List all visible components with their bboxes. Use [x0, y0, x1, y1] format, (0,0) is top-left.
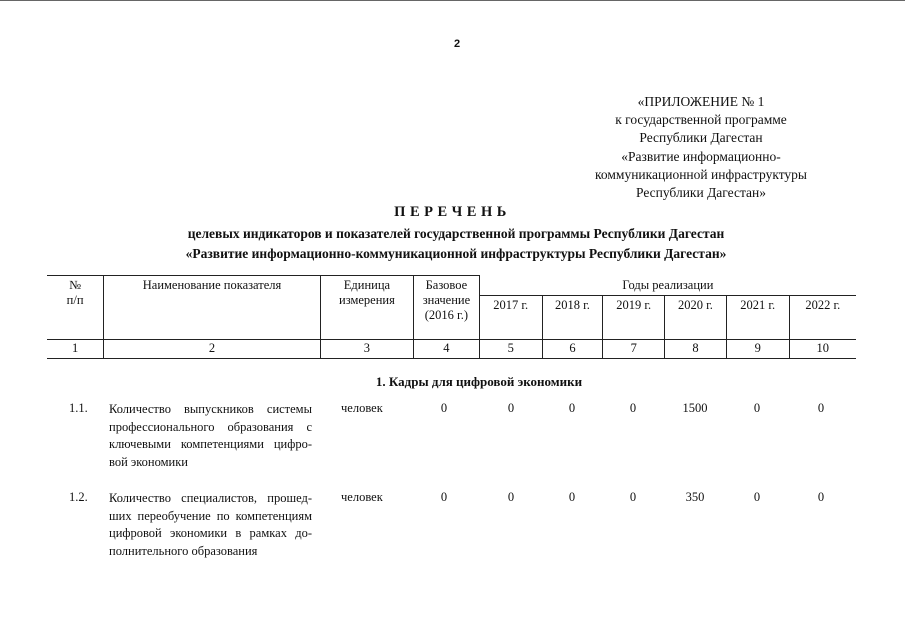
appendix-line: «Развитие информационно-	[621, 148, 781, 164]
row-year-value: 0	[568, 401, 576, 415]
header-base-value: Базовое значение (2016 г.)	[414, 276, 480, 340]
row-year-value: 0	[568, 490, 576, 504]
column-number: 8	[665, 339, 727, 358]
subtitle-line: «Развитие информационно-коммуникационной инфраструктуры Республики Дагестан»	[185, 246, 727, 261]
column-number: 4	[414, 339, 480, 358]
header-year: 2019 г.	[603, 295, 665, 339]
row-index: 1.1.	[69, 401, 88, 415]
column-number: 1	[47, 339, 104, 358]
section-heading: 1. Кадры для цифровой экономики	[375, 374, 583, 389]
row-year-value: 0	[507, 490, 515, 504]
column-number: 7	[603, 339, 665, 358]
row-indicator-name: Количество специалистов, прошед-ших переобучение по компетенциям цифровой экономики в рамках до-полнительного образования	[109, 491, 312, 559]
column-number: 6	[542, 339, 603, 358]
page-top-edge	[0, 0, 905, 1]
subtitle-line: целевых индикаторов и показателей государственной программы Республики Дагестан	[187, 226, 725, 241]
row-base-value: 0	[440, 490, 448, 504]
row-year-value: 0	[753, 490, 761, 504]
column-number: 10	[789, 339, 856, 358]
row-year-value: 0	[629, 401, 637, 415]
row-indicator-name: Количество выпускников системы профессионального образования с ключевыми компетенциями цифро-вой экономики	[109, 402, 312, 470]
header-year: 2018 г.	[542, 295, 603, 339]
appendix-line: Республики Дагестан	[639, 130, 763, 146]
appendix-line: «ПРИЛОЖЕНИЕ № 1	[637, 94, 765, 109]
row-year-value: 0	[753, 401, 761, 415]
header-year: 2021 г.	[726, 295, 789, 339]
document-title: ПЕРЕЧЕНЬ	[394, 204, 511, 220]
column-number: 2	[104, 339, 321, 358]
row-unit: человек	[341, 490, 383, 504]
column-number: 3	[320, 339, 413, 358]
row-year-value: 1500	[682, 401, 708, 415]
row-year-value: 350	[685, 490, 705, 504]
indicators-table-header	[47, 275, 856, 359]
column-number: 9	[726, 339, 789, 358]
row-base-value: 0	[440, 401, 448, 415]
header-year: 2022 г.	[789, 295, 856, 339]
header-number: № п/п	[47, 276, 104, 340]
header-year: 2017 г.	[479, 295, 542, 339]
row-year-value: 0	[817, 401, 825, 415]
header-years-group: Годы реализации	[479, 276, 856, 296]
column-number: 5	[479, 339, 542, 358]
row-year-value: 0	[817, 490, 825, 504]
page-number: 2	[453, 38, 461, 50]
header-unit: Единица измерения	[320, 276, 413, 340]
row-unit: человек	[341, 401, 383, 415]
header-year: 2020 г.	[665, 295, 727, 339]
row-index: 1.2.	[69, 490, 88, 504]
row-year-value: 0	[629, 490, 637, 504]
header-indicator-name: Наименование показателя	[104, 276, 321, 340]
appendix-line: к государственной программе	[615, 112, 787, 128]
document-subtitle	[0, 224, 905, 264]
row-year-value: 0	[507, 401, 515, 415]
appendix-line: Республики Дагестан»	[635, 185, 766, 201]
appendix-line: коммуникационной инфраструктуры	[595, 166, 807, 182]
appendix-block	[575, 93, 827, 202]
